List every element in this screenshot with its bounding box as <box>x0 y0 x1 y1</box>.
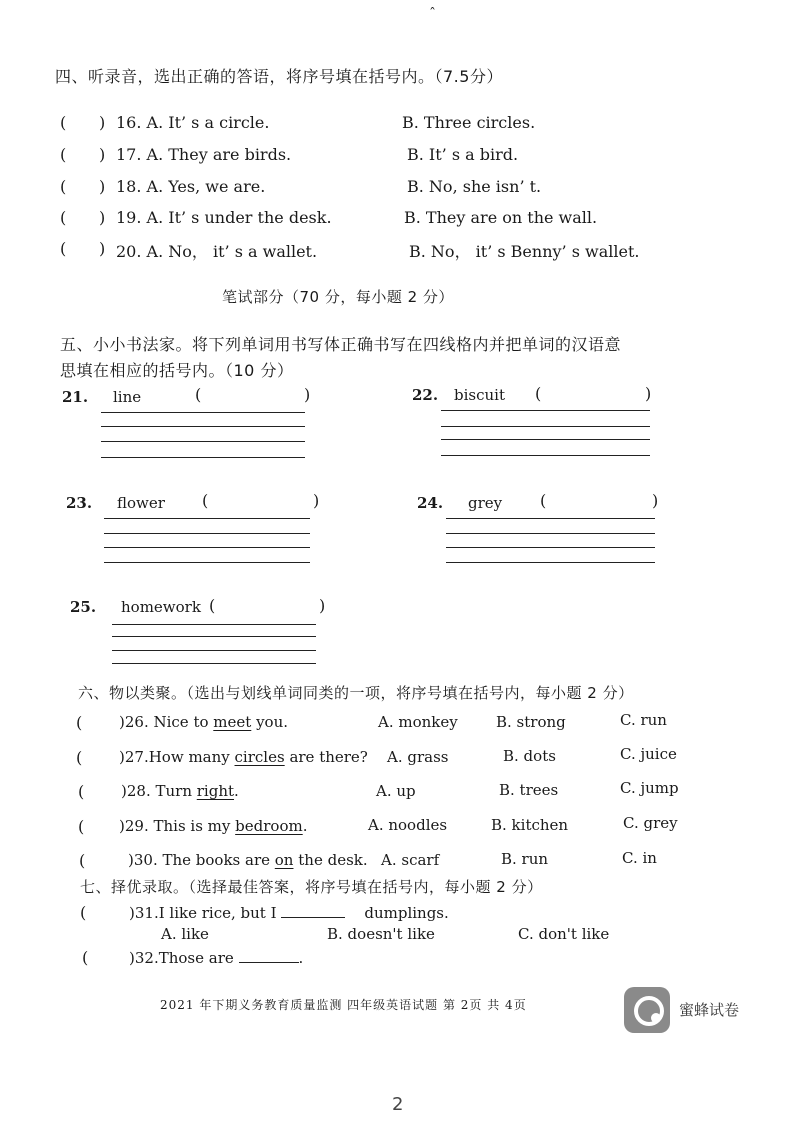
word-item: homework <box>121 598 201 616</box>
word-item: biscuit <box>454 386 505 404</box>
question-17-a: 17. A. They are birds. <box>116 145 292 164</box>
answer-paren-open[interactable]: ( <box>80 903 87 922</box>
meaning-paren-open[interactable]: ( <box>209 596 216 615</box>
option-a: A. noodles <box>368 816 448 834</box>
question-26 <box>119 713 288 731</box>
four-line-grid[interactable] <box>112 624 316 668</box>
option-a: A. scarf <box>381 851 440 869</box>
word-number: 22. <box>412 386 439 404</box>
meaning-paren-close: ) <box>652 491 659 510</box>
option-b: B. dots <box>503 747 556 765</box>
answer-paren-open[interactable]: ( <box>76 748 83 767</box>
answer-paren-open[interactable]: ( <box>78 782 85 801</box>
answer-paren-close: ) <box>99 113 106 132</box>
underlined-word: on <box>274 851 294 869</box>
meaning-paren-open[interactable]: ( <box>202 491 209 510</box>
meaning-paren-open[interactable]: ( <box>540 491 547 510</box>
word-item: flower <box>117 494 165 512</box>
question-text: are there? <box>284 748 368 766</box>
option-a: A. like <box>161 925 209 943</box>
section4-title: 四、听录音，选出正确的答语，将序号填在括号内。（7.5分） <box>55 67 503 86</box>
answer-paren-open[interactable]: ( <box>60 145 67 164</box>
question-20-b: B. No， it’ s Benny’ s wallet. <box>409 242 640 261</box>
question-number: )29. <box>119 817 154 835</box>
question-text: you. <box>251 713 288 731</box>
section6-title: 六、物以类聚。（选出与划线单词同类的一项，将序号填在括号内，每小题 2 分） <box>78 684 634 702</box>
question-text: The books are <box>162 851 275 869</box>
option-c: C. jump <box>620 779 679 797</box>
meaning-paren-close: ) <box>645 384 652 403</box>
option-c: C. in <box>622 849 657 867</box>
option-c: C. run <box>620 711 667 729</box>
option-b: B. kitchen <box>491 816 569 834</box>
section5-title-line1: 五、小小书法家。将下列单词用书写体正确书写在四线格内并把单词的汉语意 <box>60 335 622 354</box>
question-text: . <box>234 782 239 800</box>
four-line-grid[interactable] <box>441 410 650 460</box>
question-text: Nice to <box>153 713 214 731</box>
question-31 <box>129 903 449 922</box>
question-18-a: 18. A. Yes, we are. <box>116 177 266 196</box>
option-b: B. trees <box>499 781 559 799</box>
brand-name: 蜜蜂试卷 <box>679 1001 740 1019</box>
question-29 <box>119 817 307 835</box>
meaning-paren-open[interactable]: ( <box>535 384 542 403</box>
question-19-b: B. They are on the wall. <box>404 208 598 227</box>
question-28 <box>121 782 239 800</box>
word-item: line <box>113 388 142 406</box>
question-27 <box>119 748 368 766</box>
question-16-a: 16. A. It’ s a circle. <box>116 113 270 132</box>
question-17-b: B. It’ s a bird. <box>407 145 519 164</box>
section5-title-line2: 思填在相应的括号内。（10 分） <box>60 361 294 380</box>
word-number: 21. <box>62 388 89 406</box>
question-text: )32.Those are <box>129 949 234 967</box>
answer-blank[interactable] <box>281 903 345 918</box>
question-number: )28. <box>121 782 156 800</box>
underlined-word: circles <box>234 748 285 766</box>
word-number: 23. <box>66 494 93 512</box>
answer-paren-open[interactable]: ( <box>60 239 67 258</box>
answer-paren-open[interactable]: ( <box>78 817 85 836</box>
option-a: A. up <box>376 782 416 800</box>
page-number: 2 <box>392 1094 404 1115</box>
meaning-paren-close: ) <box>313 491 320 510</box>
section7-title: 七、择优录取。（选择最佳答案，将序号填在括号内，每小题 2 分） <box>80 878 543 896</box>
meaning-paren-close: ) <box>304 385 311 404</box>
question-30 <box>128 851 368 869</box>
underlined-word: right <box>196 782 235 800</box>
question-text: This is my <box>153 817 236 835</box>
option-a: A. monkey <box>378 713 458 731</box>
four-line-grid[interactable] <box>446 518 655 570</box>
meaning-paren-close: ) <box>319 596 326 615</box>
four-line-grid[interactable] <box>101 412 305 468</box>
word-number: 24. <box>417 494 444 512</box>
question-text: . <box>298 949 304 967</box>
option-b: B. run <box>501 850 549 868</box>
question-18-b: B. No, she isn’ t. <box>407 177 542 196</box>
question-text: the desk. <box>293 851 368 869</box>
question-20-a: 20. A. No， it’ s a wallet. <box>116 242 318 261</box>
top-mark: ˆ <box>429 6 436 22</box>
question-number: )26. <box>119 713 154 731</box>
question-text: . <box>302 817 308 835</box>
underlined-word: bedroom <box>235 817 303 835</box>
option-a: A. grass <box>387 748 449 766</box>
question-number: )30. <box>128 851 163 869</box>
answer-paren-open[interactable]: ( <box>60 208 67 227</box>
question-text: Turn <box>155 782 197 800</box>
underlined-word: meet <box>213 713 252 731</box>
question-number: )27. <box>119 748 149 766</box>
question-text: dumplings. <box>364 904 449 922</box>
answer-blank[interactable] <box>239 948 299 963</box>
question-19-a: 19. A. It’ s under the desk. <box>116 208 332 227</box>
question-text: How many <box>148 748 235 766</box>
word-number: 25. <box>70 598 97 616</box>
answer-paren-close: ) <box>99 177 106 196</box>
answer-paren-close: ) <box>99 239 106 258</box>
answer-paren-close: ) <box>99 145 106 164</box>
answer-paren-open[interactable]: ( <box>60 113 67 132</box>
option-b: B. strong <box>496 713 566 731</box>
answer-paren-open[interactable]: ( <box>79 851 86 870</box>
question-32 <box>129 948 303 967</box>
answer-paren-open[interactable]: ( <box>60 177 67 196</box>
option-b: B. doesn't like <box>327 925 435 943</box>
four-line-grid[interactable] <box>104 518 310 570</box>
question-text: )31.I like rice, but I <box>129 904 277 922</box>
meaning-paren-open[interactable]: ( <box>195 385 202 404</box>
word-item: grey <box>468 494 503 512</box>
answer-paren-open[interactable]: ( <box>82 948 89 967</box>
option-c: C. juice <box>620 745 677 763</box>
footer-text: 2021 年下期义务教育质量监测 四年级英语试题 第 2页 共 4页 <box>160 998 527 1012</box>
written-part-header: 笔试部分（70 分，每小题 2 分） <box>222 288 454 306</box>
option-c: C. grey <box>623 814 678 832</box>
brand-logo-icon <box>624 987 670 1033</box>
answer-paren-open[interactable]: ( <box>76 713 83 732</box>
option-c: C. don't like <box>518 925 610 943</box>
answer-paren-close: ) <box>99 208 106 227</box>
question-16-b: B. Three circles. <box>402 113 536 132</box>
